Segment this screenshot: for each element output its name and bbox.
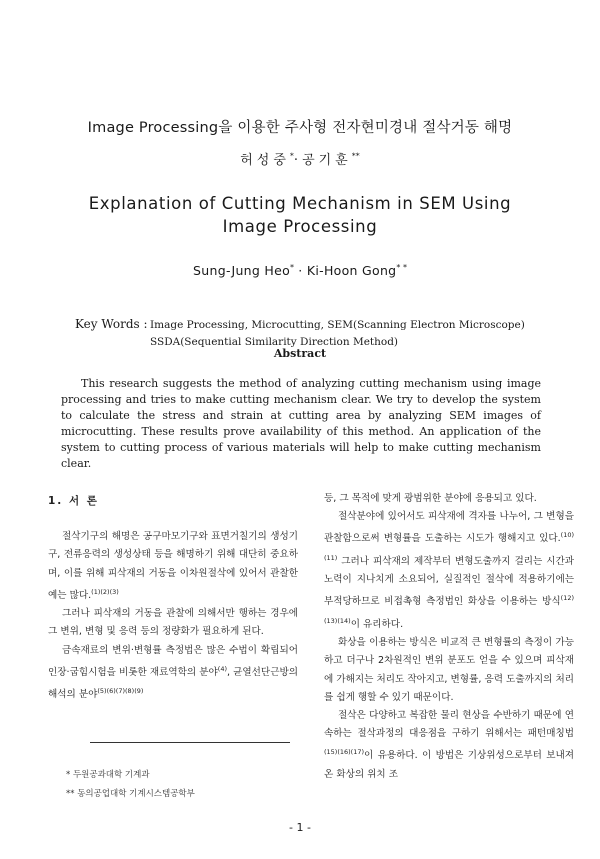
author-1-ko: 허성중 bbox=[240, 153, 290, 168]
intro-paragraph-2: 그러나 피삭재의 거동을 관찰에 의해서만 행하는 경우에 그 변위, 변형 및 응력 등의 정량화가 필요하게 된다. bbox=[48, 608, 298, 638]
citation-ref: (4) bbox=[217, 664, 228, 673]
citation-ref: (12)(13)(14) bbox=[324, 594, 574, 625]
author-separator-en: · bbox=[294, 263, 307, 279]
keywords-list bbox=[150, 317, 550, 351]
footnote-divider bbox=[90, 742, 290, 743]
right-paragraph-3: 화상을 이용하는 방식은 비교적 큰 변형률의 측정이 가능하고 더구나 2차원적인 변위 분포도 얻을 수 있으며 피삭재에 가해지는 처리도 작아지고, 변형률, 응력 도출까지의 처리를 쉽게 행할 수 있기 때문이다. bbox=[324, 637, 574, 703]
footnote-affiliation-1: * 두원공과대학 기계과 bbox=[66, 770, 150, 780]
right-paragraph-4a: 절삭은 다양하고 복잡한 물리 현상을 수반하기 때문에 연속하는 절삭과정의 대응점을 구하기 위해서는 패턴매칭법 bbox=[324, 709, 574, 740]
author-1-ko-mark: * bbox=[289, 151, 294, 161]
author-separator-ko: · bbox=[293, 153, 303, 168]
right-column bbox=[324, 490, 574, 784]
right-paragraph-2a: 절삭분야에 있어서도 피삭재에 격자를 나누어, 그 변형을 관찰함으로써 변형률을 도출하는 시도가 행해지고 있다. bbox=[324, 511, 574, 545]
intro-paragraph-1-text: 절삭기구의 해명은 공구마모기구와 표면거칠기의 생성기구, 전류응력의 생성상태 등을 해명하기 위해 대단히 중요하며, 이를 위해 피삭재의 거동을 이차원절삭에 있어서 관찰한 예는 많다. bbox=[48, 531, 298, 601]
keywords-line-2: SSDA(Sequential Similarity Direction Method) bbox=[150, 336, 399, 348]
paper-title-korean: Image Processing을 이용한 주사형 전자현미경내 절삭거동 해명 bbox=[87, 120, 513, 136]
author-1-en-mark: * bbox=[290, 263, 295, 272]
footnote-affiliation-2: ** 동의공업대학 기계시스템공학부 bbox=[66, 789, 195, 799]
author-2-en: Ki-Hoon Gong bbox=[306, 263, 397, 279]
author-1-en: Sung-Jung Heo bbox=[193, 263, 291, 279]
intro-paragraph-1 bbox=[48, 528, 298, 605]
abstract-body: This research suggests the method of analyzing cutting mechanism using image processing and tries to make cutting mechanism clear. We try to develop the system to calculate the stress and strain at cutting area by analyzing SEM images of microcutting. These results prove availability of this method. An application of the system to cutting process of various materials will help to make cutting mechanism clear. bbox=[61, 377, 541, 470]
right-paragraph-2b: 그러나 피삭재의 제작부터 변형도출까지 걸리는 시간과 노력이 지나치게 소요되어, 실질적인 절삭에 적용하기에는 부적당하므로 비접촉형 측정법인 화상을 이용하는 방식 bbox=[324, 555, 574, 608]
page-number: - 1 - bbox=[289, 821, 311, 834]
intro-paragraph-3-text: 금속재료의 변위·변형률 측정법은 많은 수법이 확립되어 인장·굽힘시험을 비롯한 재료역학의 분야 bbox=[48, 644, 298, 678]
right-paragraph-2c: 이 유리하다. bbox=[350, 618, 404, 630]
author-2-ko: 공기훈 bbox=[302, 153, 352, 168]
intro-paragraph-3 bbox=[48, 642, 298, 705]
left-column bbox=[48, 492, 298, 705]
right-paragraph-2 bbox=[324, 508, 574, 634]
author-2-ko-mark: ** bbox=[351, 151, 360, 161]
citation-ref: (1)(2)(3) bbox=[91, 587, 119, 596]
authors-korean bbox=[0, 149, 600, 168]
authors-english bbox=[0, 263, 600, 278]
section-heading-introduction: 1. 서 론 bbox=[48, 495, 99, 507]
citation-ref: (5)(6)(7)(8)(9) bbox=[97, 687, 144, 696]
citation-ref: (10)(11) bbox=[324, 531, 574, 562]
right-paragraph-4b: 이 유용하다. 이 방법은 기상위성으로부터 보내져 온 화상의 위치 조 bbox=[324, 750, 574, 780]
intro-paragraph-3-mid: , 균열선단근방의 해석의 분야 bbox=[48, 667, 298, 701]
author-2-en-mark: * * bbox=[396, 263, 407, 272]
right-paragraph-4 bbox=[324, 707, 574, 784]
abstract-heading: Abstract bbox=[273, 347, 327, 360]
right-paragraph-1: 등, 그 목적에 맞게 광범위한 분야에 응용되고 있다. bbox=[324, 493, 537, 504]
paper-title-english: Explanation of Cutting Mechanism in SEM Using Image Processing bbox=[88, 194, 512, 236]
keywords-label: Key Words : bbox=[75, 317, 148, 331]
keywords-line-1: Image Processing, Microcutting, SEM(Scanning Electron Microscope) bbox=[150, 319, 525, 331]
citation-ref: (15)(16)(17) bbox=[324, 748, 365, 757]
